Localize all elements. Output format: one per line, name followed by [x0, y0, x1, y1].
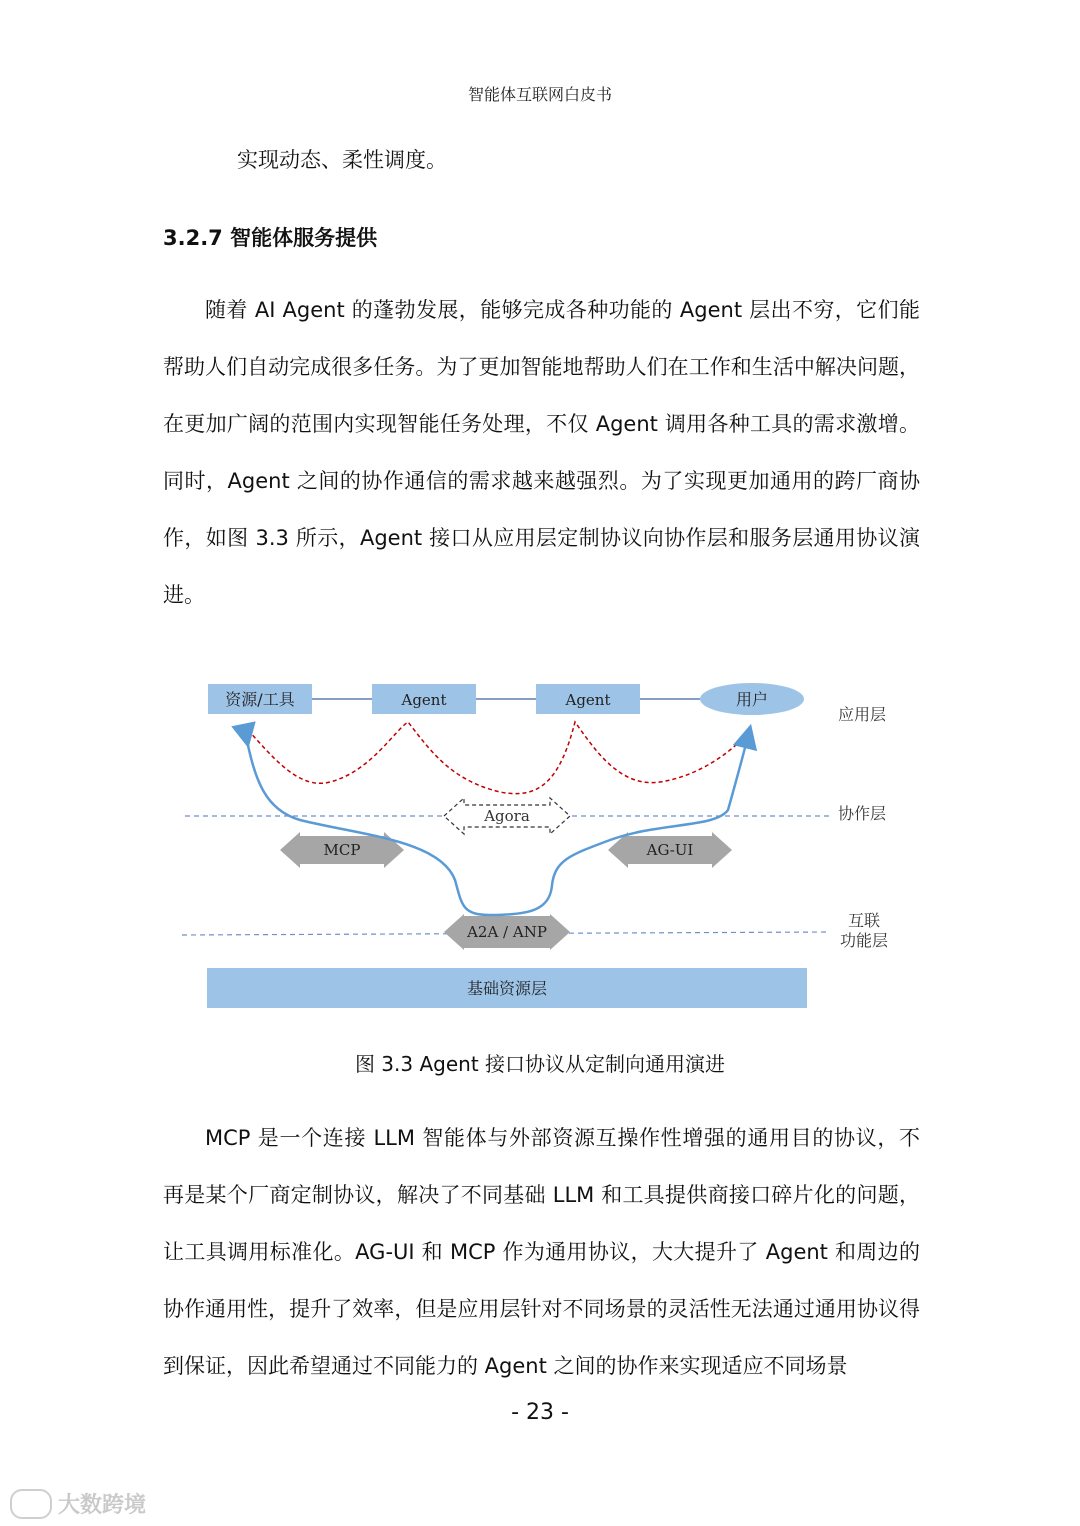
- agent-label-2: Agent: [565, 691, 611, 709]
- section-heading: 3.2.7 智能体服务提供: [163, 226, 378, 250]
- paragraph-2: [163, 1110, 920, 1395]
- paragraph-1-text: 随着 AI Agent 的蓬勃发展，能够完成各种功能的 Agent 层出不穷，它们能帮助人们自动完成很多任务。为了更加智能地帮助人们在工作和生活中解决问题，在更加广阔的范围内实现智能任务处理，不仅 Agent 调用各种工具的需求激增。同时，Agent 之间的协作通信的需求越来越强烈。为了实现更加通用的跨厂商协作，如图 3.3 所示，Agent 接口从应用层定制协议向协作层和服务层通用协议演进。: [163, 298, 920, 607]
- base-resource-layer-label: 基础资源层: [466, 979, 548, 998]
- figure-caption: 图 3.3 Agent 接口协议从定制向通用演进: [354, 1052, 726, 1076]
- mcp-label: MCP: [323, 841, 361, 859]
- interconnect-layer-label-1: 互联: [847, 911, 881, 930]
- interconnect-layer-label-2: 功能层: [839, 931, 889, 950]
- intro-fragment: 实现动态、柔性调度。: [237, 148, 447, 172]
- app-layer-label: 应用层: [837, 705, 887, 724]
- page-header: 智能体互联网白皮书: [467, 85, 612, 104]
- page-number: - 23 -: [511, 1400, 569, 1425]
- resource-tool-label: 资源/工具: [225, 690, 295, 709]
- paragraph-2-text: MCP 是一个连接 LLM 智能体与外部资源互操作性增强的通用目的协议，不再是某个厂商定制协议，解决了不同基础 LLM 和工具提供商接口碎片化的问题，让工具调用标准化。AG-UI 和 MCP 作为通用协议，大大提升了 Agent 和周边的协作通用性，提升了效率，但是应用层针对不同场景的灵活性无法通过通用协议得到保证，因此希望通过不同能力的 Agent 之间的协作来实现适应不同场景: [163, 1126, 920, 1378]
- watermark: [10, 1488, 146, 1519]
- paragraph-1: [163, 282, 920, 624]
- watermark-logo-icon: [10, 1489, 52, 1519]
- a2a-anp-label: A2A / ANP: [467, 923, 547, 941]
- agora-label: Agora: [484, 807, 530, 825]
- collab-layer-label: 协作层: [837, 804, 887, 823]
- agui-label: AG-UI: [646, 841, 694, 859]
- app-layer-custom-protocol-curve: [248, 722, 752, 794]
- agent-label-1: Agent: [401, 691, 447, 709]
- user-label: 用户: [735, 690, 769, 709]
- protocol-evolution-diagram: [0, 660, 1080, 1030]
- watermark-text: 大数跨境: [58, 1493, 147, 1518]
